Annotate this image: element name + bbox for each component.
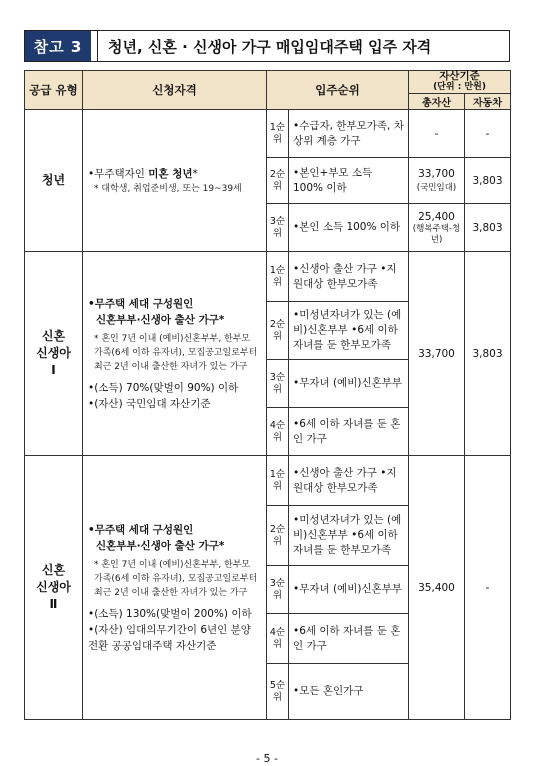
col-header-rank: 입주순위 xyxy=(267,71,409,110)
car-value: 3,803 xyxy=(465,204,511,252)
qual-newlywed-2: •무주택 세대 구성원인 신혼부부·신생아 출산 가구* * 혼인 7년 이내 (예비)신혼부부, 한부모 가족(6세 이하 유자녀), 모집공고일로부터 최근 2년 이내 출산한 자녀가 있는 가구 •(소득) 130%(맞벌이 200%) 이하 •(자산) 임대의무기간이 6년인 분양전환 공공임대주택 자산기준 xyxy=(83,456,267,720)
rank-cell: 2순위 xyxy=(267,158,289,204)
car-value: - xyxy=(465,110,511,158)
rank-cell: 2순위 xyxy=(267,302,289,360)
total-assets: 25,400 (행복주택-청년) xyxy=(409,204,465,252)
type-newlywed-1: 신혼 신생아 Ⅰ xyxy=(25,252,83,456)
rank-cell: 4순위 xyxy=(267,408,289,456)
rank-cell: 1순위 xyxy=(267,456,289,506)
car-value: - xyxy=(465,456,511,720)
rank-cell: 3순위 xyxy=(267,204,289,252)
title-bar xyxy=(24,30,510,62)
car-value: 3,803 xyxy=(465,252,511,456)
qual-youth: •무주택자인 미혼 청년* * 대학생, 취업준비생, 또는 19~39세 xyxy=(83,110,267,252)
rank-cell: 1순위 xyxy=(267,252,289,302)
rank-desc: •수급자, 한부모가족, 차상위 계층 가구 xyxy=(289,110,409,158)
reference-label: 참고 3 xyxy=(25,31,91,61)
total-assets: 33,700 xyxy=(409,252,465,456)
type-youth: 청년 xyxy=(25,110,83,252)
rank-cell: 3순위 xyxy=(267,566,289,614)
type-newlywed-2: 신혼 신생아 Ⅱ xyxy=(25,456,83,720)
page-number: - 5 - xyxy=(256,752,278,765)
rank-desc: •미성년자녀가 있는 (예비)신혼부부 •6세 이하 자녀를 둔 한부모가족 xyxy=(289,302,409,360)
rank-desc: •본인 소득 100% 이하 xyxy=(289,204,409,252)
col-header-qualification: 신청자격 xyxy=(83,71,267,110)
eligibility-table xyxy=(24,70,511,720)
rank-cell: 4순위 xyxy=(267,614,289,664)
rank-desc: •무자녀 (예비)신혼부부 xyxy=(289,566,409,614)
car-value: 3,803 xyxy=(465,158,511,204)
rank-desc: •모든 혼인가구 xyxy=(289,664,409,720)
rank-desc: •미성년자녀가 있는 (예비)신혼부부 •6세 이하 자녀를 둔 한부모가족 xyxy=(289,506,409,566)
col-header-type: 공급 유형 xyxy=(25,71,83,110)
total-assets: 35,400 xyxy=(409,456,465,720)
col-header-car: 자동차 xyxy=(465,94,511,110)
col-header-asset: 자산기준 (단위 : 만원) xyxy=(409,71,511,94)
rank-desc: •6세 이하 자녀를 둔 혼인 가구 xyxy=(289,408,409,456)
rank-desc: •본인+부모 소득 100% 이하 xyxy=(289,158,409,204)
rank-desc: •신생아 출산 가구 •지원대상 한부모가족 xyxy=(289,252,409,302)
rank-desc: •신생아 출산 가구 •지원대상 한부모가족 xyxy=(289,456,409,506)
page-title: 청년, 신혼 · 신생아 가구 매입임대주택 입주 자격 xyxy=(108,37,432,56)
rank-cell: 2순위 xyxy=(267,506,289,566)
total-assets: - xyxy=(409,110,465,158)
rank-cell: 3순위 xyxy=(267,360,289,408)
col-header-total-assets: 총자산 xyxy=(409,94,465,110)
rank-desc: •6세 이하 자녀를 둔 혼인 가구 xyxy=(289,614,409,664)
rank-cell: 5순위 xyxy=(267,664,289,720)
total-assets: 33,700 (국민임대) xyxy=(409,158,465,204)
qual-newlywed-1: •무주택 세대 구성원인 신혼부부·신생아 출산 가구* * 혼인 7년 이내 (예비)신혼부부, 한부모 가족(6세 이하 유자녀), 모집공고일로부터 최근 2년 이내 출산한 자녀가 있는 가구 •(소득) 70%(맞벌이 90%) 이하 •(자산) 국민임대 자산기준 xyxy=(83,252,267,456)
rank-desc: •무자녀 (예비)신혼부부 xyxy=(289,360,409,408)
rank-cell: 1순위 xyxy=(267,110,289,158)
